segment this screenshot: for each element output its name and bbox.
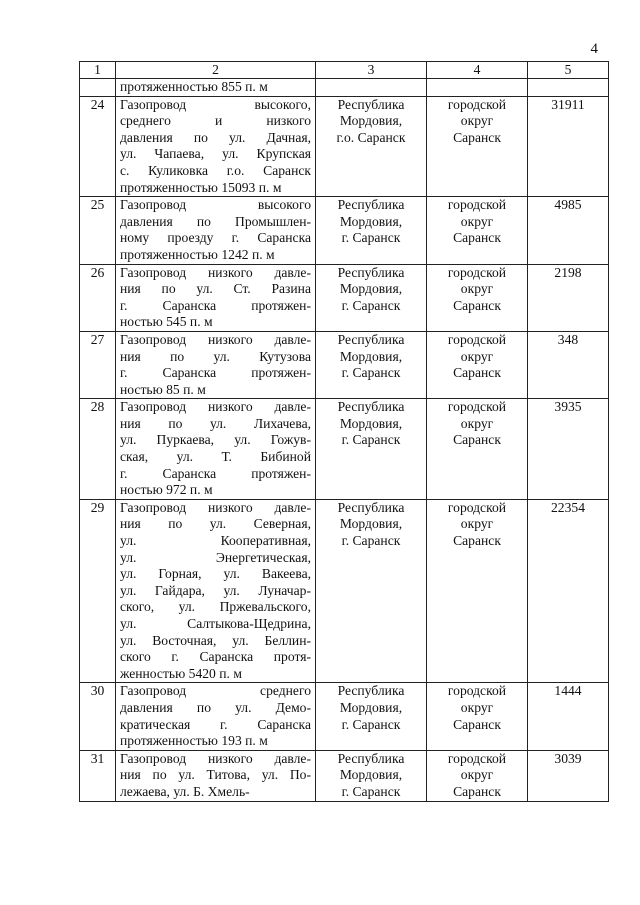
- table-row: [80, 750, 609, 801]
- location-text: Республика Мордовия, г. Саранск: [337, 399, 405, 448]
- column-header-2: 2: [116, 62, 316, 79]
- table-header: [80, 62, 609, 79]
- municipal-district: [427, 197, 528, 264]
- row-number: 25: [80, 197, 116, 264]
- description-line: Газопровод высокого: [120, 197, 311, 213]
- column-header-4: 4: [427, 62, 528, 79]
- column-header-1: 1: [80, 62, 116, 79]
- description-line: ул. Пуркаева, ул. Гожув-: [120, 432, 311, 448]
- object-location: [316, 683, 427, 750]
- location-text: Республика Мордовия, г.о. Саранск: [336, 96, 406, 145]
- description-line: Газопровод среднего: [120, 683, 311, 699]
- description-line: с. Куликовка г.о. Саранск: [120, 162, 311, 178]
- value-cell: 3935: [528, 399, 609, 500]
- description-line: протяженностью 855 п. м: [120, 79, 268, 94]
- description-line: ская, ул. Т. Бибиной: [120, 449, 311, 465]
- object-description: [116, 264, 316, 331]
- description-line: протяженностью 15093 п. м: [120, 179, 282, 195]
- description-line: давления по Промышлен-: [120, 213, 311, 229]
- description-line: Газопровод высокого,: [120, 96, 311, 112]
- municipal-district: [427, 96, 528, 197]
- municipal-district: [427, 331, 528, 398]
- description-line: г. Саранска протяжен-: [120, 365, 311, 381]
- table-row: [80, 197, 609, 264]
- value-cell: 3039: [528, 750, 609, 801]
- object-description: [116, 750, 316, 801]
- value-cell: 4985: [528, 197, 609, 264]
- district-text: городской округ Саранск: [447, 750, 507, 799]
- object-description: [116, 683, 316, 750]
- row-number: [80, 79, 116, 97]
- column-header-3: 3: [316, 62, 427, 79]
- district-text: городской округ Саранск: [447, 197, 507, 246]
- table-row: [80, 499, 609, 683]
- description-line: ул. Чапаева, ул. Крупская: [120, 146, 311, 162]
- header-row: [80, 62, 609, 79]
- description-line: женностью 5420 п. м: [120, 665, 242, 681]
- description-line: протяженностью 193 п. м: [120, 733, 268, 749]
- district-text: городской округ Саранск: [447, 96, 507, 145]
- description-line: лежаева, ул. Б. Хмель-: [120, 783, 250, 799]
- object-location: [316, 96, 427, 197]
- description-line: ния по ул. Северная,: [120, 516, 311, 532]
- description-line: протяженностью 1242 п. м: [120, 246, 275, 262]
- value-cell: [528, 79, 609, 97]
- object-location: [316, 499, 427, 683]
- table-row: [80, 96, 609, 197]
- row-number: 29: [80, 499, 116, 683]
- object-location: [316, 79, 427, 97]
- object-location: [316, 264, 427, 331]
- value-cell: 31911: [528, 96, 609, 197]
- description-line: ул. Гайдара, ул. Луначар-: [120, 582, 311, 598]
- description-line: ния по ул. Лихачева,: [120, 415, 311, 431]
- description-line: Газопровод низкого давле-: [120, 750, 311, 766]
- municipal-district: [427, 264, 528, 331]
- district-text: городской округ Саранск: [447, 499, 507, 549]
- location-text: Республика Мордовия, г. Саранск: [337, 750, 405, 799]
- description-line: ния по ул. Ст. Разина: [120, 281, 311, 297]
- description-line: давления по ул. Демо-: [120, 699, 311, 715]
- description-line: ул. Горная, ул. Вакеева,: [120, 566, 311, 582]
- description-line: ния по ул. Кутузова: [120, 348, 311, 364]
- row-number: 28: [80, 399, 116, 500]
- object-description: [116, 399, 316, 500]
- location-text: Республика Мордовия, г. Саранск: [337, 499, 405, 549]
- object-description: [116, 96, 316, 197]
- table-row: [80, 79, 609, 97]
- municipal-district: [427, 499, 528, 683]
- value-cell: 2198: [528, 264, 609, 331]
- description-line: ского, ул. Пржевальского,: [120, 599, 311, 615]
- row-number: 27: [80, 331, 116, 398]
- description-line: ния по ул. Титова, ул. По-: [120, 767, 311, 783]
- district-text: городской округ Саранск: [447, 683, 507, 732]
- description-line: ул. Салтыкова-Щедрина,: [120, 616, 311, 631]
- column-header-5: 5: [528, 62, 609, 79]
- object-description: [116, 331, 316, 398]
- description-line: г. Саранска протяжен-: [120, 297, 311, 313]
- object-description: [116, 197, 316, 264]
- row-number: 24: [80, 96, 116, 197]
- description-line: среднего и низкого: [120, 113, 311, 129]
- description-line: кратическая г. Саранска: [120, 716, 311, 732]
- description-line: давления по ул. Дачная,: [120, 129, 311, 145]
- municipal-district: [427, 750, 528, 801]
- description-line: ул. Энергетическая,: [120, 549, 311, 565]
- description-line: Газопровод низкого давле-: [120, 399, 311, 415]
- table-row: [80, 331, 609, 398]
- object-description: [116, 499, 316, 683]
- object-location: [316, 331, 427, 398]
- district-text: городской округ Саранск: [447, 264, 507, 313]
- row-number: 31: [80, 750, 116, 801]
- district-text: городской округ Саранск: [447, 399, 507, 448]
- value-cell: 348: [528, 331, 609, 398]
- object-location: [316, 197, 427, 264]
- municipal-district: [427, 683, 528, 750]
- description-line: ностью 85 п. м: [120, 381, 206, 397]
- description-line: ул. Восточная, ул. Беллин-: [120, 632, 311, 648]
- row-number: 30: [80, 683, 116, 750]
- value-cell: 22354: [528, 499, 609, 683]
- municipal-district: [427, 399, 528, 500]
- object-description: [116, 79, 316, 97]
- description-line: ному проезду г. Саранска: [120, 230, 311, 246]
- page-number: 4: [590, 41, 598, 57]
- description-line: Газопровод низкого давле-: [120, 264, 311, 280]
- description-line: ностью 545 п. м: [120, 314, 213, 330]
- description-line: ностью 972 п. м: [120, 482, 213, 498]
- object-location: [316, 750, 427, 801]
- description-line: ского г. Саранска протя-: [120, 649, 311, 665]
- description-line: Газопровод низкого давле-: [120, 499, 311, 515]
- description-line: ул. Кооперативная,: [120, 533, 311, 549]
- table-row: [80, 683, 609, 750]
- location-text: Республика Мордовия, г. Саранск: [337, 197, 405, 246]
- table-body: [80, 79, 609, 802]
- location-text: Республика Мордовия, г. Саранск: [337, 264, 405, 313]
- table-row: [80, 399, 609, 500]
- row-number: 26: [80, 264, 116, 331]
- description-line: г. Саранска протяжен-: [120, 465, 311, 481]
- object-location: [316, 399, 427, 500]
- location-text: Республика Мордовия, г. Саранск: [337, 683, 405, 732]
- location-text: Республика Мордовия, г. Саранск: [337, 331, 405, 381]
- table-row: [80, 264, 609, 331]
- municipal-district: [427, 79, 528, 97]
- registry-table: [79, 61, 609, 802]
- value-cell: 1444: [528, 683, 609, 750]
- description-line: Газопровод низкого давле-: [120, 331, 311, 347]
- district-text: городской округ Саранск: [447, 331, 507, 381]
